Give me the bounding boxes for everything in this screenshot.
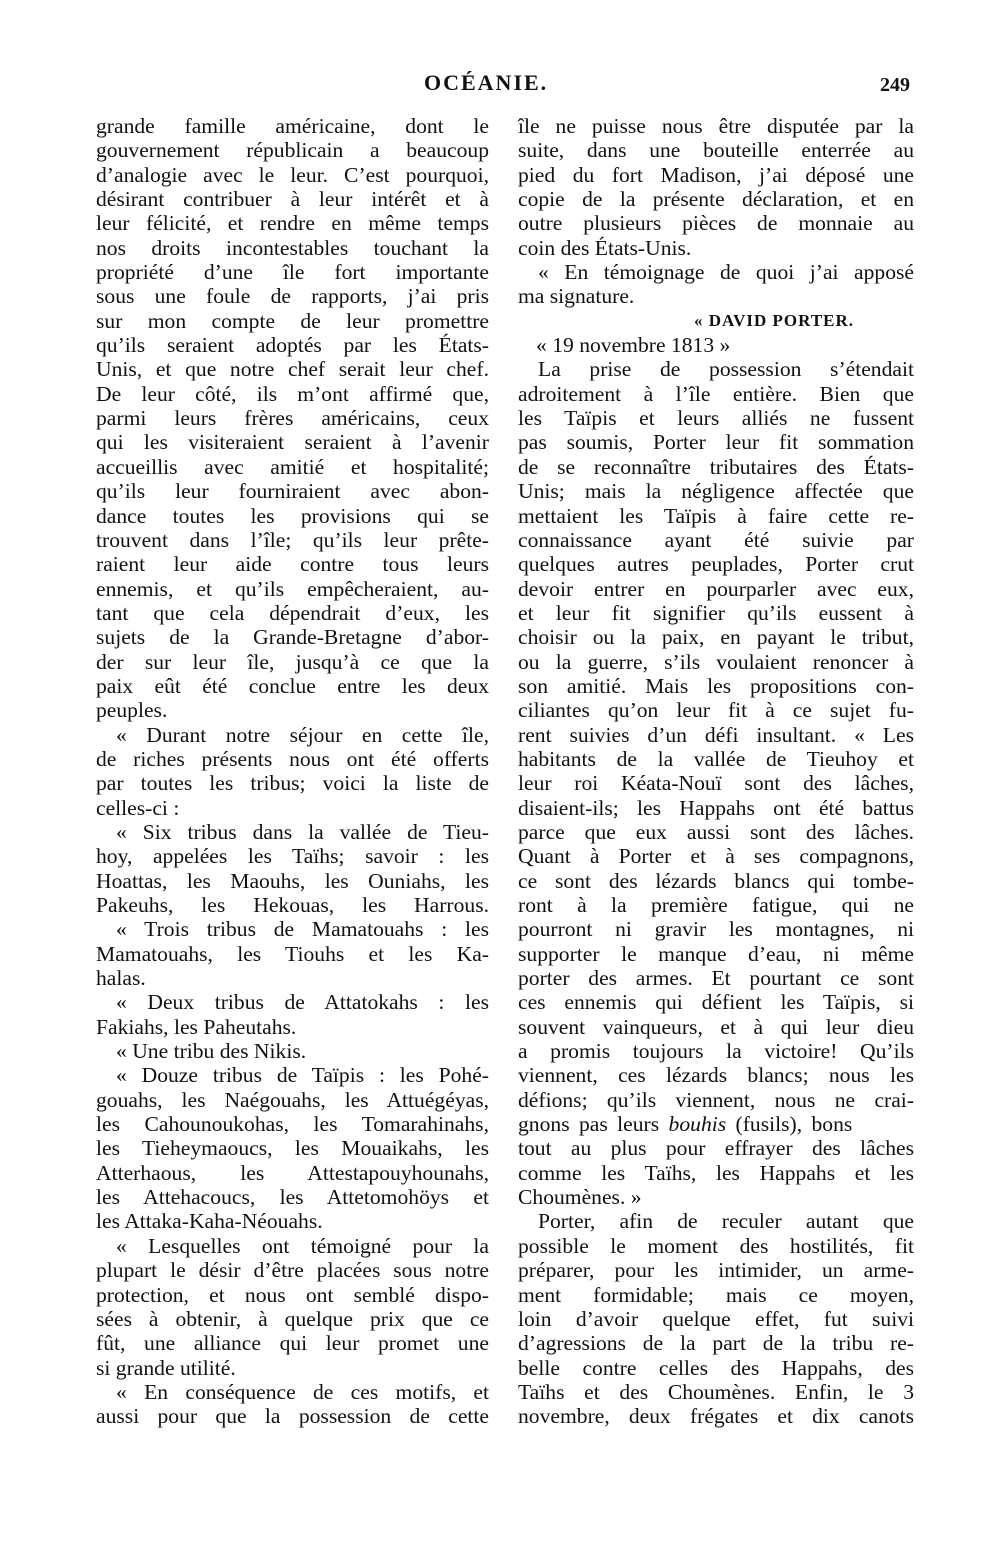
text-line: adroitement à l’île entière. Bien que — [518, 381, 914, 406]
text-line: possible le moment des hostilités, fit — [518, 1233, 914, 1258]
text-line: raient leur aide contre tous leurs — [96, 552, 489, 577]
text-line: paix eût été conclue entre les deux — [96, 673, 489, 698]
text-line: propriété d’une île fort importante — [96, 260, 489, 285]
text-line: les Attaka-Kaha-Néouahs. — [96, 1209, 323, 1234]
text-line: disaient-ils; les Happahs ont été battus — [518, 795, 914, 820]
text-line: les Cahounoukohas, les Tomarahinahs, — [96, 1112, 489, 1137]
text-line: « Durant notre séjour en cette île, — [116, 722, 489, 747]
text-line: « Six tribus dans la vallée de Tieu- — [116, 819, 489, 844]
page-number: 249 — [880, 74, 910, 96]
text-line: loin d’avoir quelque effet, fut suivi — [518, 1306, 914, 1331]
text-line: les Tieheymaoucs, les Mouaikahs, les — [96, 1136, 489, 1161]
text-line: les Taïpis et leurs alliés ne fussent — [518, 406, 914, 431]
text-line: souvent vainqueurs, et à qui leur dieu — [518, 1014, 914, 1039]
text-line: grande famille américaine, dont le — [96, 114, 489, 138]
text-line: Unis, et que notre chef serait leur chef. — [96, 357, 489, 382]
text-line: protection, et nous ont semblé dispo- — [96, 1282, 489, 1307]
text-line: préparer, pour les intimider, un arme- — [518, 1258, 914, 1283]
text-line: si grande utilité. — [96, 1355, 236, 1380]
text-line: connaissance ayant été suivie par — [518, 527, 914, 552]
text-line: qui les visiteraient seraient à l’avenir — [96, 430, 489, 455]
text-line: quelques autres peuplades, Porter crut — [518, 552, 914, 577]
text-line: accueillis avec amitié et hospitalité; — [96, 454, 489, 479]
text-line: belle contre celles des Happahs, des — [518, 1355, 914, 1380]
text-line: Pakeuhs, les Hekouas, les Harrous. — [96, 893, 489, 917]
text-line: Fakiahs, les Paheutahs. — [96, 1014, 297, 1039]
text-line: supporter le manque d’eau, ni même — [518, 941, 914, 966]
text-line: parmi leurs frères américains, ceux — [96, 406, 489, 431]
text-line: tout au plus pour effrayer des lâches — [518, 1136, 914, 1161]
text-line: celles-ci : — [96, 795, 180, 820]
text-line: Mamatouahs, les Tiouhs et les Ka- — [96, 941, 489, 966]
text-line: leur félicité, et rendre en même temps — [96, 211, 489, 236]
text-line: par toutes les tribus; voici la liste de — [96, 771, 489, 796]
text-line: pourront ni gravir les montagnes, ni — [518, 917, 914, 942]
text-line: pas soumis, Porter leur fit sommation — [518, 430, 914, 455]
text-line: qu’ils leur fourniraient avec abon- — [96, 479, 489, 504]
text-line: parce que eux aussi sont des lâches. — [518, 819, 914, 844]
text-line: sujets de la Grande-Bretagne d’abor- — [96, 625, 489, 650]
text-line: copie de la présente déclaration, et en — [518, 187, 914, 212]
text-line: sées à obtenir, à quelque prix que ce — [96, 1306, 489, 1331]
text-line: coin des États-Unis. — [518, 235, 692, 260]
text-line: Choumènes. » — [518, 1185, 642, 1210]
text-line: les Attehacoucs, les Attetomohöys et — [96, 1185, 489, 1210]
text-line: habitants de la vallée de Tieuhoy et — [518, 746, 914, 771]
text-line: sur mon compte de leur promettre — [96, 308, 489, 333]
text-line-with-italic — [518, 1112, 914, 1136]
text-line: fût, une alliance qui leur promet une — [96, 1331, 489, 1356]
text-line: défions; qu’ils viennent, nous ne crai- — [518, 1087, 914, 1112]
text-line: outre plusieurs pièces de monnaie au — [518, 211, 914, 236]
text-line: ciliantes qu’on leur fit à ce sujet fu- — [518, 698, 914, 723]
text-line: choisir ou la paix, en payant le tribut, — [518, 625, 914, 650]
text-line: La prise de possession s’étendait — [538, 357, 914, 382]
text-line: « Deux tribus de Attatokahs : les — [116, 990, 489, 1015]
text-line: Taïhs et des Choumènes. Enfin, le 3 — [518, 1379, 914, 1404]
text-line: nos droits incontestables touchant la — [96, 235, 489, 260]
text-line: ce sont des lézards blancs qui tombe- — [518, 868, 914, 893]
text-line: Hoattas, les Maouhs, les Ouniahs, les — [96, 868, 489, 893]
text-line: « Douze tribus de Taïpis : les Pohé- — [116, 1063, 489, 1088]
text-line: Unis; mais la négligence affectée que — [518, 479, 914, 504]
text-line: devoir entrer en pourparler avec eux, — [518, 576, 914, 601]
text-line: aussi pour que la possession de cette — [96, 1404, 489, 1429]
text-line: rent suivies d’un défi insultant. « Les — [518, 722, 914, 747]
text-line: leur roi Kéata-Nouï sont des lâches, — [518, 771, 914, 796]
text-line: ront à la première fatigue, qui ne — [518, 893, 914, 917]
text-line: ou la guerre, s’ils voulaient renoncer à — [518, 649, 914, 674]
text-line: d’agressions de la part de la tribu re- — [518, 1331, 914, 1356]
text-line: a promis toujours la victoire! Qu’ils — [518, 1039, 914, 1064]
text-line: tant que cela dépendrait d’eux, les — [96, 600, 489, 625]
text-line: dance toutes les provisions qui se — [96, 503, 489, 528]
text-line: der sur leur île, jusqu’à ce que la — [96, 649, 489, 674]
running-header-title: OCÉANIE. — [424, 70, 549, 95]
text-line: qu’ils seraient adoptés par les États- — [96, 333, 489, 358]
text-line: comme les Taïhs, les Happahs et les — [518, 1160, 914, 1185]
text-line: « En témoignage de quoi j’ai apposé — [538, 260, 914, 285]
text-line: peuples. — [96, 698, 168, 723]
text-line: halas. — [96, 966, 146, 991]
text-fragment: gnons pas leurs — [518, 1112, 669, 1137]
date-line: « 19 novembre 1813 » — [536, 333, 731, 358]
text-line: « Trois tribus de Mamatouahs : les — [116, 917, 489, 942]
text-line: ma signature. — [518, 284, 635, 309]
text-line: « Lesquelles ont témoigné pour la — [116, 1233, 489, 1258]
text-line: ces ennemis qui défient les Taïpis, si — [518, 990, 914, 1015]
text-line: de se reconnaître tributaires des États- — [518, 454, 914, 479]
text-line: ment formidable; mais ce moyen, — [518, 1282, 914, 1307]
text-line: pied du fort Madison, j’ai déposé une — [518, 162, 914, 187]
text-line: désirant contribuer à leur intérêt et à — [96, 187, 489, 212]
text-line: gouahs, les Naégouahs, les Attuégéyas, — [96, 1087, 489, 1112]
text-line: et leur fit signifier qu’ils eussent à — [518, 600, 914, 625]
signature: « DAVID PORTER. — [694, 310, 855, 330]
text-line: porter des armes. Et pourtant ce sont — [518, 966, 914, 991]
text-line: « En conséquence de ces motifs, et — [116, 1379, 489, 1404]
text-line: suite, dans une bouteille enterrée au — [518, 138, 914, 163]
text-line: viennent, ces lézards blancs; nous les — [518, 1063, 914, 1088]
text-line: hoy, appelées les Taïhs; savoir : les — [96, 844, 489, 869]
text-line: gouvernement républicain a beaucoup — [96, 138, 489, 163]
text-fragment: (fusils), bons — [726, 1112, 853, 1137]
text-line: Atterhaous, les Attestapouyhounahs, — [96, 1160, 489, 1185]
italic-term: bouhis — [668, 1112, 727, 1137]
left-column — [96, 114, 489, 1429]
text-line: son amitié. Mais les propositions con- — [518, 673, 914, 698]
text-line: Quant à Porter et à ses compagnons, — [518, 844, 914, 869]
text-line: Porter, afin de reculer autant que — [538, 1209, 914, 1234]
text-line: de riches présents nous ont été offerts — [96, 746, 489, 771]
text-line: novembre, deux frégates et dix canots — [518, 1404, 914, 1429]
right-column — [518, 114, 914, 1429]
text-line: De leur côté, ils m’ont affirmé que, — [96, 381, 489, 406]
text-line: d’analogie avec le leur. C’est pourquoi, — [96, 162, 489, 187]
text-line: plupart le désir d’être placées sous notre — [96, 1258, 489, 1283]
text-line: mettaient les Taïpis à faire cette re- — [518, 503, 914, 528]
text-line: « Une tribu des Nikis. — [116, 1039, 307, 1064]
text-line: ennemis, et qu’ils empêcheraient, au- — [96, 576, 489, 601]
text-line: île ne puisse nous être disputée par la — [518, 114, 914, 138]
text-line: trouvent dans l’île; qu’ils leur prête- — [96, 527, 489, 552]
text-line: sous une foule de rapports, j’ai pris — [96, 284, 489, 309]
